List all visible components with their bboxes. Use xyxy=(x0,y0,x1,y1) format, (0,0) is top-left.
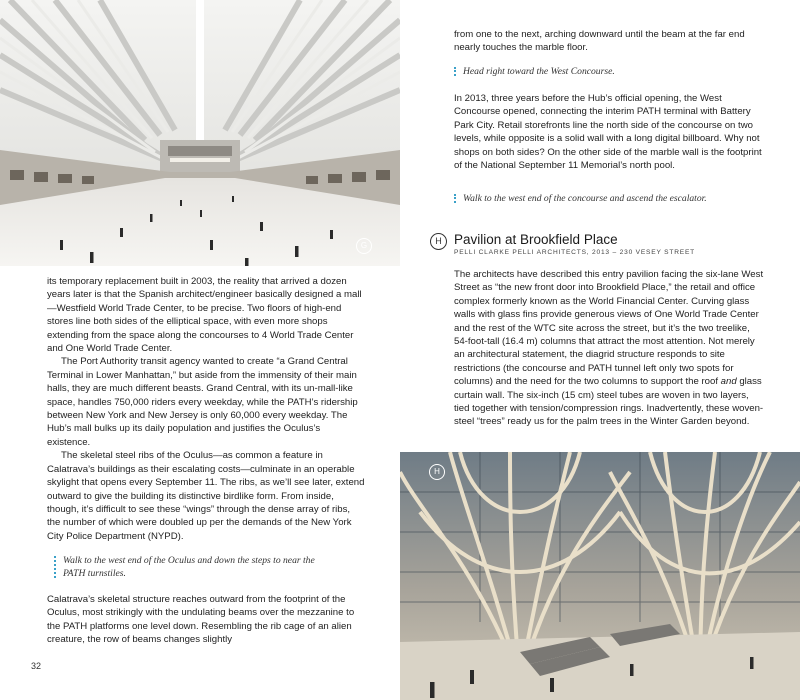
pavilion-photo xyxy=(400,452,800,700)
page-number: 32 xyxy=(31,661,42,671)
section-body-text xyxy=(454,268,764,429)
paragraph: The architects have described this entry pavilion facing the six-lane West Street as “the new front door into Brookfield Place,” the retail and office complex formerly known as the World Financial Center. Curving glass walls with glass fins provide generous views of One World Trade Center and the rest of the WTC site across the street, but it’s the two treelike, 54-foot-tall (16.4 m) columns that attract the most attention. Not merely an architectural statement, the diagrid structure responds to site restrictions (the concourse and PATH tunnel left only two spots for columns) and the need for the two columns to support the roof and glass curtain wall. The six-inch (15 cm) steel tubes are woven in two layers, tied together with tension/compression rings. Inadvertently, these woven-steel “trees” ready us for the palm trees in the Winter Garden beyond. xyxy=(454,269,764,428)
left-closing-text xyxy=(47,593,365,647)
emphasis: and xyxy=(720,376,737,388)
oculus-photo xyxy=(0,0,400,266)
right-paragraph-2 xyxy=(454,92,764,172)
photo-marker-h: H xyxy=(429,464,445,480)
left-body-text xyxy=(47,275,365,543)
section-subtitle: PELLI CLARKE PELLI ARCHITECTS, 2013 – 230 VESEY STREET xyxy=(454,249,695,256)
section-title: Pavilion at Brookfield Place xyxy=(454,232,618,247)
paragraph: Calatrava’s skeletal structure reaches outward from the footprint of the Oculus, most strikingly with the undulating beams over the mezzanine to the PATH platforms one level down. Resembling the rib cage of an alien creature, the row of beams changes slightly xyxy=(47,594,355,646)
paragraph: In 2013, three years before the Hub’s official opening, the West Concourse opened, connecting the interim PATH terminal with Battery Park City. Retail storefronts line the north side of the concourse on two levels, while opposite is a solid wall with a long digital billboard. Why not shops on both sides? On the other side of the marble wall is the footprint of the National September 11 Memorial’s north pool. xyxy=(454,93,762,172)
section-marker-h: H xyxy=(430,233,447,250)
photo-marker-g: G xyxy=(356,238,372,254)
paragraph: The Port Authority transit agency wanted to create “a Grand Central Terminal in Lower Manhattan,” but aside from the immensity of their main halls, they are much different beasts. Grand Central, with its un-mall-like space, handles 750,000 riders every weekday, while the PATH’s ridership between New York and New Jersey is only 60,000 every weekday. The Hub’s mall bulks up its daily population and justifies the Oculus’s existence. xyxy=(47,356,358,448)
walking-direction: Walk to the west end of the Oculus and down the steps to near the PATH turnstiles. xyxy=(54,554,333,580)
walking-direction: Head right toward the West Concourse. xyxy=(454,65,763,78)
paragraph: The skeletal steel ribs of the Oculus—as common a feature in Calatrava’s buildings as their escalating costs—culminate in an operable skylight that opens every September 11. The ribs, as we’ll see later, extend outward to give the building its distinctive birdlike form. From inside, though, it’s difficult to see these “wings” through the dense array of ribs, the number of which were doubled up per the demands of the New York City Police Department (NYPD). xyxy=(47,450,365,542)
right-opening-text xyxy=(454,28,764,55)
paragraph: from one to the next, arching downward until the beam at the far end nearly touches the marble floor. xyxy=(454,29,745,54)
walking-direction: Walk to the west end of the concourse and ascend the escalator. xyxy=(454,192,708,205)
paragraph: its temporary replacement built in 2003, the reality that arrived a dozen years later is that the Spanish architect/engineer basically designed a mall—Westfield World Trade Center, to be precise. Two floors of high-end stores line both sides of the elliptical space, with even more shops extending from the space along the concourses to 4 World Trade Center and One World Trade Center. xyxy=(47,276,362,355)
